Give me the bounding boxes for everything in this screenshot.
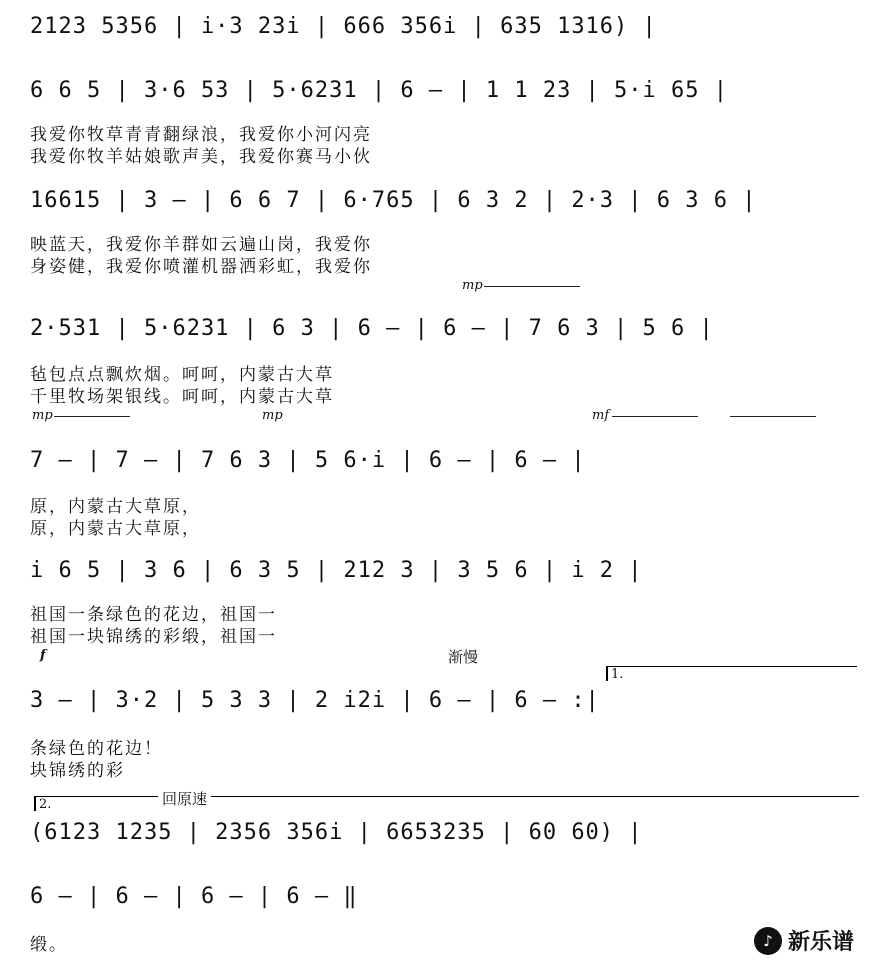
lyric-line: 映蓝天，我爱你羊群如云遍山岗，我爱你 [30,235,372,255]
notes: 6 – | 6 – | 6 – | 6 – ‖ [30,883,358,909]
notation-line-7 [30,680,866,720]
notes: 6 6 5 | 3·6 53 | 5·6231 | 6 – | 1 1 23 | 5·i 65 | [30,77,729,103]
music-disc-icon: ♪ [754,927,782,955]
notation-line-8 [30,812,866,852]
notes: 16615 | 3 – | 6 6 7 | 6·765 | 6 3 2 | 2·3 | 6 3 6 | [30,187,757,213]
site-watermark [754,925,854,956]
lyric-line: 身姿健，我爱你喷灌机器洒彩虹，我爱你 [30,257,372,277]
volta-second: 2. [34,796,859,811]
notes: 3 – | 3·2 | 5 3 3 | 2 i2i | 6 – | 6 – :| [30,687,600,713]
decrescendo-hairpin [730,416,816,418]
notes: (6123 1235 | 2356 356i | 6653235 | 60 60) | [30,819,643,845]
dynamic-mp: mp [262,408,283,423]
notation-line-3 [30,180,866,220]
notes: 7 – | 7 – | 7 6 3 | 5 6·i | 6 – | 6 – | [30,447,586,473]
dynamic-f: f [40,648,46,663]
notation-line-2 [30,70,866,110]
lyric-line: 千里牧场架银线。呵呵，内蒙古大草 [30,387,334,407]
notes: i 6 5 | 3 6 | 6 3 5 | 212 3 | 3 5 6 | i 2 | [30,557,643,583]
watermark-text: 新乐谱 [788,930,855,955]
notation-line-4 [30,308,866,348]
lyric-line: 祖国一条绿色的花边，祖国一 [30,605,277,625]
notation-line-1 [30,6,866,46]
lyric-line: 条绿色的花边！ [30,739,163,759]
lyric-line: 毡包点点飘炊烟。呵呵，内蒙古大草 [30,365,334,385]
notes: 2123 5356 | i·3 23i | 666 356i | 635 1316) | [30,13,657,39]
dynamic-mp: mp [462,278,483,293]
lyric-line: 缎。 [30,935,68,955]
crescendo-hairpin [484,286,580,288]
notation-line-9 [30,876,866,916]
lyric-line: 原，内蒙古大草原， [30,519,201,539]
notation-line-5 [30,440,866,480]
crescendo-hairpin [612,416,698,418]
volta-first: 1. [606,666,857,681]
dynamic-mf: mf [592,408,610,423]
notes: 2·531 | 5·6231 | 6 3 | 6 – | 6 – | 7 6 3 | 5 6 | [30,315,714,341]
lyric-line: 原，内蒙古大草原， [30,497,201,517]
lyric-line: 我爱你牧羊姑娘歌声美，我爱你赛马小伙 [30,147,372,167]
notation-line-6 [30,550,866,590]
dynamic-mp: mp [32,408,53,423]
tempo-rit: 渐慢 [448,648,479,666]
lyric-line: 块锦绣的彩 [30,761,125,781]
lyric-line: 我爱你牧草青青翻绿浪，我爱你小河闪亮 [30,125,372,145]
crescendo-hairpin [54,416,130,418]
tempo-a-tempo: 回原速 [158,788,211,809]
lyric-line: 祖国一块锦绣的彩缎，祖国一 [30,627,277,647]
